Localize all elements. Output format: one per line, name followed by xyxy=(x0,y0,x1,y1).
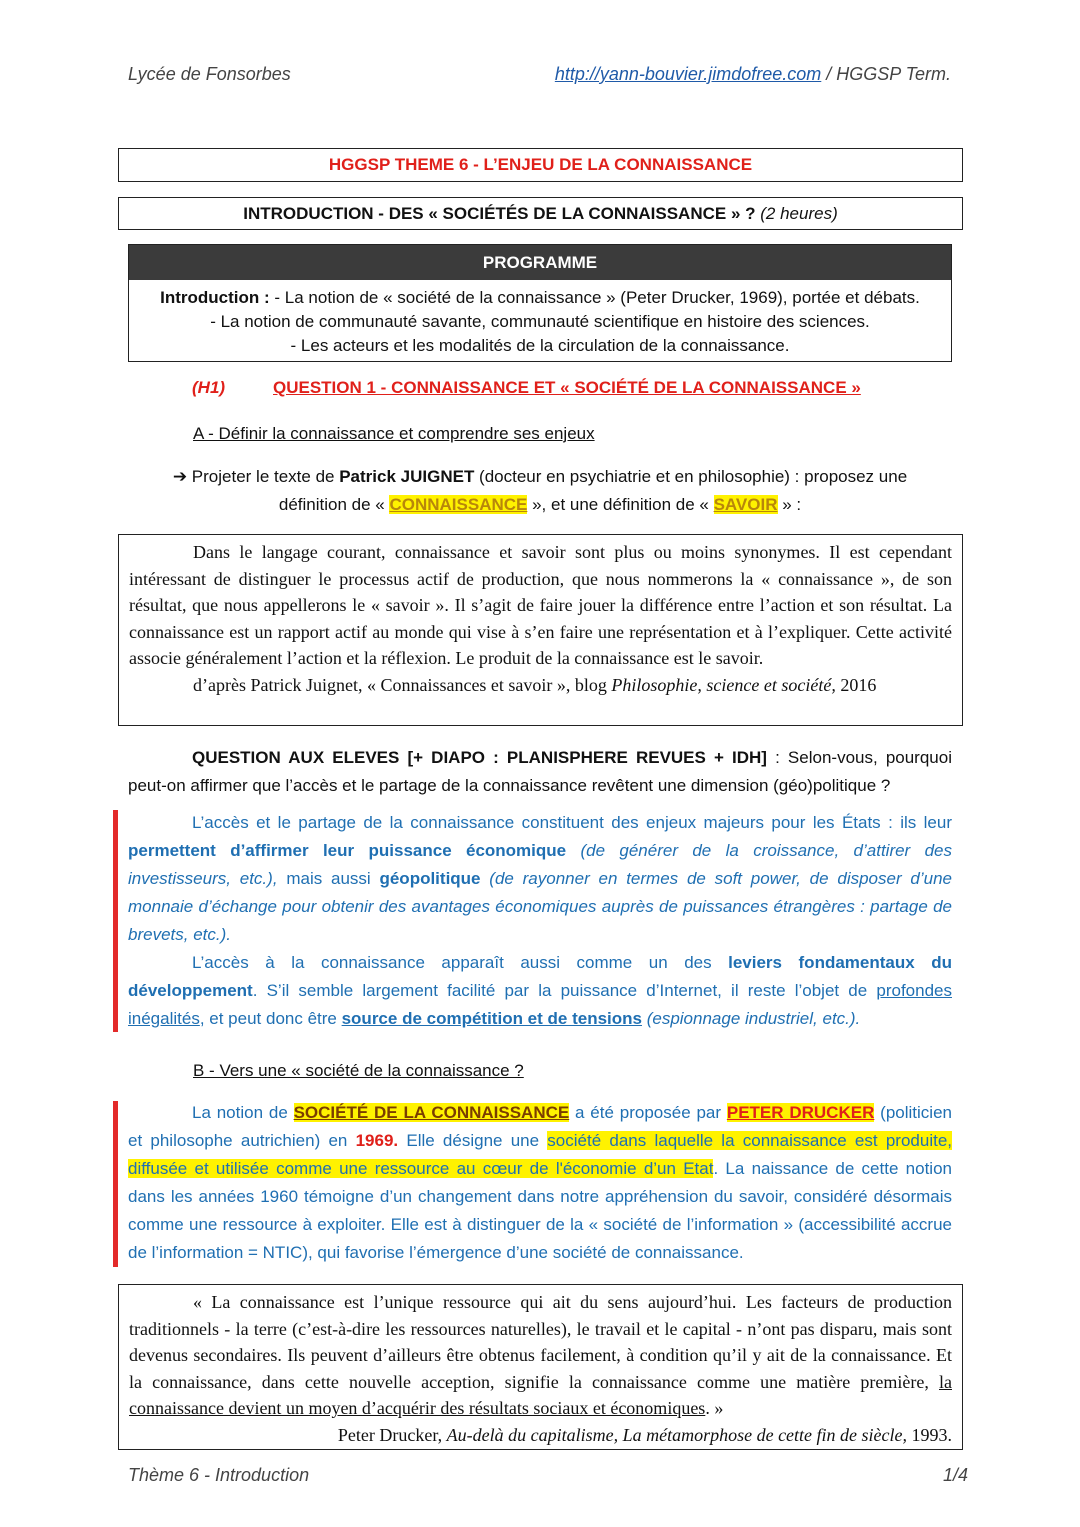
intro-title xyxy=(118,197,963,230)
page-number: 1/4 xyxy=(942,1465,968,1485)
footer-left: Thème 6 - Introduction xyxy=(128,1465,310,1485)
theme-title: HGGSP THEME 6 - L’ENJEU DE LA CONNAISSANCE xyxy=(118,148,963,182)
instr-text-1: Projeter le texte de xyxy=(187,467,340,486)
keyword-societe-connaissance: SOCIÉTÉ DE LA CONNAISSANCE xyxy=(293,1103,570,1122)
programme-line-1: - La notion de « société de la connaissance » (Peter Drucker, 1969), portée et débats. xyxy=(269,288,920,307)
quote-drucker-source: Peter Drucker, Au-delà du capitalisme, La métamorphose de cette fin de siècle, 1993. xyxy=(337,1424,952,1445)
question1-title: QUESTION 1 - CONNAISSANCE ET « SOCIÉTÉ DE LA CONNAISSANCE » xyxy=(273,378,861,397)
programme-heading: PROGRAMME xyxy=(129,245,951,280)
programme-intro-label: Introduction : xyxy=(160,288,270,307)
question1-tag: (H1) xyxy=(192,378,226,397)
intro-title-main: INTRODUCTION - DES « SOCIÉTÉS DE LA CONNAISSANCE » ? xyxy=(243,204,756,223)
year-1969: 1969. xyxy=(355,1131,399,1150)
question-eleves xyxy=(128,744,952,800)
programme-line-3: - Les acteurs et les modalités de la circulation de la connaissance. xyxy=(290,336,790,355)
arrow-icon: ➔ xyxy=(172,467,188,486)
header-right xyxy=(555,64,951,85)
question-eleves-text: : Selon-vous, pourquoi peut-on affirmer que l’accès et le partage de la connaissance revêtent une dimension (géo)politique ? xyxy=(128,748,952,795)
answer1: L’accès et le partage de la connaissance constituent des enjeux majeurs pour les États : ils leur permettent d’affirmer leur puissance économique (de générer de la croissance, d’attirer des investisseurs, etc.), mais aussi géopolitique (de rayonner en termes de soft power, de disposer d’une monnaie d’échange pour obtenir des avantages économiques auprès de puissances étrangères : partage de brevets, etc.). L’accès à la connaissance apparaît aussi comme un des leviers fondamentaux du développement. S’il semble largement facilité par la puissance d’Internet, il reste l’objet de profondes inégalités, et peut donc être source de compétition et de tensions (espionnage industriel, etc.). xyxy=(128,813,952,1028)
instruction-a xyxy=(128,463,952,519)
keyword-connaissance: CONNAISSANCE xyxy=(389,495,528,514)
quote-drucker-underlined: la connaissance devient un moyen d’acquérir des résultats sociaux et économiques xyxy=(129,1371,952,1418)
quote-juignet xyxy=(118,534,963,726)
definition-highlight: société dans laquelle la connaissance est produite, diffusée et utilisée comme une ressource au cœur de l'économie d’un Etat xyxy=(128,1131,952,1178)
programme-body xyxy=(129,280,951,358)
programme-box xyxy=(128,244,952,362)
keyword-peter-drucker: PETER DRUCKER xyxy=(726,1103,875,1122)
quote-juignet-text: Dans le langage courant, connaissance et savoir sont plus ou moins synonymes. Il est cependant intéressant de distinguer le processus actif de production, que nous nommerons la « connaissance », de son résultat, que nous appellerons le « savoir ». Il s’agit de faire jouer la différence entre l’action et son résultat. La connaissance est un rapport actif au monde qui vise à s’en faire une représentation et à l’expliquer. Cette activité associe généralement l’action et la réflexion. Le produit de la connaissance est le savoir. xyxy=(129,542,952,668)
site-link[interactable]: http://yann-bouvier.jimdofree.com xyxy=(554,64,822,84)
answer2-bar xyxy=(113,1101,118,1267)
intro-duration: (2 heures) xyxy=(760,204,838,223)
instr-text-5: » : xyxy=(777,495,802,514)
course-label: / HGGSP Term. xyxy=(821,64,951,84)
section-a-title: A - Définir la connaissance et comprendre ses enjeux xyxy=(193,424,595,443)
programme-line-2: - La notion de communauté savante, communauté scientifique en histoire des sciences. xyxy=(210,312,870,331)
instr-text-4: », et une définition de « xyxy=(527,495,714,514)
instr-text-2: (docteur en psychiatrie et en philosophie) : proposez une xyxy=(474,467,908,486)
answer2: La notion de SOCIÉTÉ DE LA CONNAISSANCE a été proposée par PETER DRUCKER (politicien et philosophe autrichien) en 1969. Elle désigne une société dans laquelle la connaissance est produite, diffusée et utilisée comme une ressource au cœur de l'économie d’un Etat. La naissance de cette notion dans les années 1960 témoigne d’un changement dans notre appréhension du savoir, considéré désormais comme une ressource à exploiter. Elle est à distinguer de la « société de l’information » (accessibilité accrue de l’information = NTIC), qui favorise l’émergence d’une société de connaissance. xyxy=(128,1103,952,1262)
section-b-title: B - Vers une « société de la connaissance ? xyxy=(193,1061,524,1080)
question-eleves-label: QUESTION AUX ELEVES [+ DIAPO : PLANISPHERE REVUES + IDH] xyxy=(192,748,767,767)
quote-juignet-source: d’après Patrick Juignet, « Connaissances et savoir », blog Philosophie, science et société, 2016 xyxy=(193,674,877,695)
school-name: Lycée de Fonsorbes xyxy=(128,64,291,84)
keyword-savoir: SAVOIR xyxy=(713,495,778,514)
answer1-bar xyxy=(113,810,118,1032)
quote-drucker-text: « La connaissance est l’unique ressource qui ait du sens aujourd’hui. Les facteurs de production traditionnels - la terre (c’est-à-dire les ressources naturelles), le travail et le capital - n’ont pas disparu, mais sont devenus secondaires. Ils peuvent d’ailleurs être obtenus facilement, à condition qu’il y ait de la connaissance. Et la connaissance, dans cette nouvelle acception, signifie la connaissance comme une matière première, xyxy=(129,1292,952,1392)
quote-drucker: « La connaissance est l’unique ressource qui ait du sens aujourd’hui. Les facteurs de production traditionnels - la terre (c’est-à-dire les ressources naturelles), le travail et le capital - n’ont pas disparu, mais sont devenus secondaires. Ils peuvent d’ailleurs être obtenus facilement, à condition qu’il y ait de la connaissance. Et la connaissance, dans cette nouvelle acception, signifie la connaissance comme une matière première, la connaissance devient un moyen d’acquérir des résultats sociaux et économiques. » Peter Drucker, Au-delà du capitalisme, La métamorphose de cette fin de siècle, 1993. xyxy=(118,1284,963,1450)
instr-text-3: définition de « xyxy=(278,495,390,514)
instr-author: Patrick JUIGNET xyxy=(339,467,475,486)
